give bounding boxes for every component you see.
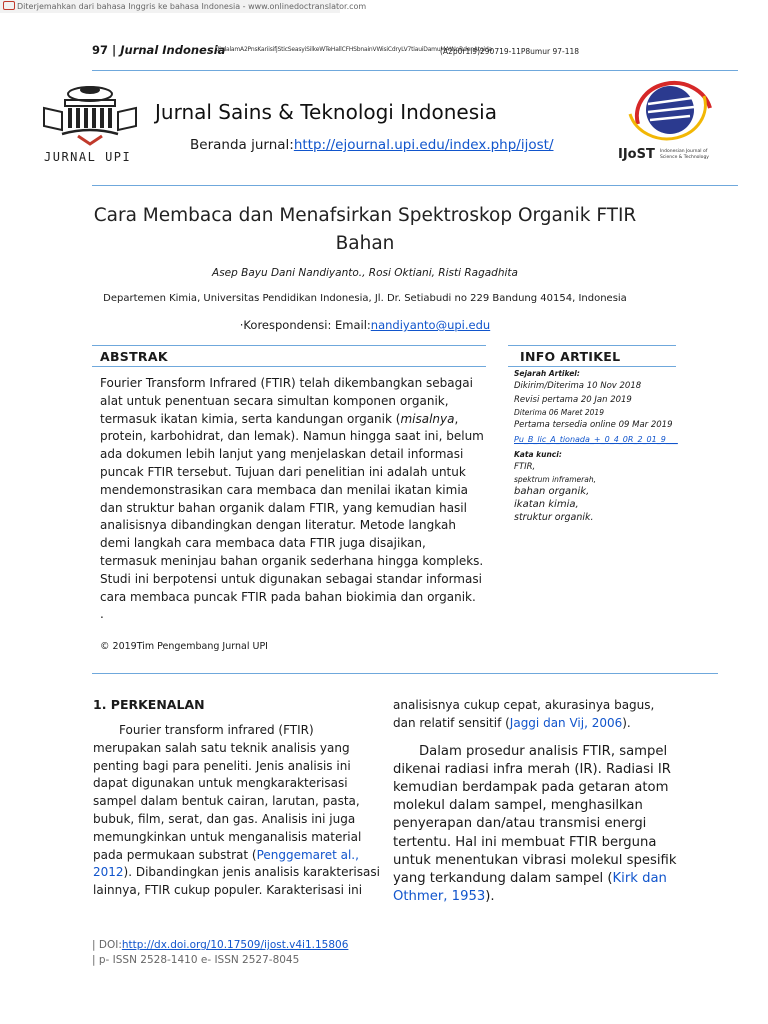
volume-info: (A2p0r1l9)290719-11P8umur 97-118 [440, 47, 580, 56]
intro-p2-text: analisisnya cukup cepat, akurasinya bagus, dan relatif sensitif ( [393, 698, 655, 730]
accepted-date: Diterima 06 Maret 2019 [514, 408, 604, 418]
copyright: © 2019Tim Pengembang Jurnal UPI [100, 641, 268, 652]
abstract-dot: . [100, 607, 104, 622]
doi-label: | DOI: [92, 939, 122, 951]
keyword-item: spektrum inframerah, [514, 475, 596, 485]
running-header: 97 | Jurnal Indonesia [92, 43, 226, 57]
article-info [514, 368, 679, 525]
correspondence-label: ·Korespondensi: Email: [239, 318, 371, 332]
translator-notice[interactable] [0, 0, 367, 13]
jurnal-upi-logo-text: JURNAL UPI [44, 150, 132, 164]
ijost-globe-icon [618, 74, 722, 144]
intro-paragraph-3 [393, 743, 678, 907]
intro-paragraph-2 [393, 697, 678, 733]
ijost-logo-sub [660, 149, 709, 160]
issn-line: | p- ISSN 2528-1410 e- ISSN 2527-8045 [92, 954, 300, 966]
page-number: 97 [92, 43, 109, 57]
jurnal-upi-logo [38, 78, 142, 170]
doi-line [92, 938, 348, 953]
history-label: Sejarah Artikel: [514, 369, 580, 378]
correspondence [80, 318, 650, 332]
abstract-text-part1: Fourier Transform Infrared (FTIR) telah dikembangkan sebagai alat untuk penentuan secara simultan komponen organik, termasuk ikatan kimia, serta kandungan organik ( [100, 376, 473, 426]
ijost-logo-sub1: Indonesian Journal of [659, 149, 708, 154]
translator-notice-text: Diterjemahkan dari bahasa Inggris ke bahasa Indonesia - www.onlinedoctranslator.com [17, 2, 367, 11]
garbled-header-text: Ui dalamA2PnsKariisifjSticSeasyiSilkeWTeHallCFHSbnainVWisiCdryLV7tiauiDamuMAtNoRdenAtgirla [215, 46, 493, 53]
homepage-label: Beranda jurnal: [190, 137, 294, 153]
info-bottom-rule [508, 366, 676, 367]
intro-p3-end: ). [485, 889, 495, 905]
online-date: Pertama tersedia online 09 Mar 2019 [514, 420, 673, 431]
ijost-logo [618, 74, 722, 164]
homepage-link[interactable]: http://ejournal.upi.edu/index.php/ijost/ [293, 137, 554, 153]
keywords-label: Kata kunci: [514, 449, 562, 459]
header-divider [92, 70, 738, 71]
masthead-divider [92, 185, 738, 186]
journal-title: Jurnal Sains & Teknologi Indonesia [155, 100, 497, 124]
keyword-item: FTIR, [514, 461, 536, 472]
keyword-item: struktur organik. [514, 512, 594, 524]
body-divider [92, 673, 718, 674]
abstract-text-italic: misalnya [400, 411, 455, 426]
revised-date: Revisi pertama 20 Jan 2019 [514, 395, 632, 406]
abstract-text-part2: , protein, karbohidrat, dan lemak). Namun hingga saat ini, belum ada dokumen lebih lanjut yang menjelaskan detail informasi puncak FTIR tersebut. Tujuan dari penelitian ini adalah untuk mendemonstrasikan cara membaca dan menilai ikatan kimia dan struktur bahan organik dalam FTIR, yang kemudian hasil analisisnya dibandingkan dengan literatur. Metode langkah demi langkah cara membaca data FTIR juga disajikan, termasuk meninjau bahan organik sederhana hingga kompleks. Studi ini berpotensi untuk digunakan sebagai standar informasi cara membaca puncak FTIR pada bahan biokimia dan organik. [100, 411, 484, 604]
keyword-item: bahan organik, [514, 486, 590, 498]
citation-link[interactable]: Penggemaret al., 2012 [93, 847, 359, 880]
article-info-heading: INFO ARTIKEL [520, 349, 621, 364]
keyword-item: ikatan kimia, [514, 499, 579, 511]
publication-date[interactable]: Pu_B_lic_A_tionada_+_0_4_0R_2_01_9___ [514, 434, 678, 444]
intro-p1-text-2: ). Dibandingkan jenis analisis karakterisasi lainnya, FTIR cukup populer. Karakterisasi ini [93, 865, 380, 898]
received-date: Dikirim/Diterima 10 Nov 2018 [514, 381, 642, 391]
ijost-logo-caption [618, 144, 709, 163]
page-footer [92, 938, 348, 968]
doi-link[interactable]: http://dx.doi.org/10.17509/ijost.v4i1.15806 [121, 939, 349, 951]
paper-affiliation: Departemen Kimia, Universitas Pendidikan Indonesia, Jl. Dr. Setiabudi no 229 Bandung 40154, Indonesia [103, 293, 627, 304]
info-top-rule [508, 345, 676, 346]
intro-column-left [93, 697, 383, 900]
paper-authors: Asep Bayu Dani Nandiyanto., Rosi Oktiani, Risti Ragadhita [212, 267, 518, 279]
journal-short-name: Jurnal Indonesia [120, 43, 226, 57]
abstract-text [100, 375, 485, 624]
correspondence-email-link[interactable]: nandiyanto@upi.edu [370, 318, 491, 332]
citation-link[interactable]: Kirk dan Othmer, 1953 [393, 871, 667, 905]
intro-paragraph-1 [93, 722, 383, 900]
abstract-heading: ABSTRAK [100, 349, 168, 364]
intro-heading: 1. PERKENALAN [93, 697, 205, 712]
intro-p1-text: Fourier transform infrared (FTIR) merupakan salah satu teknik analisis yang penting bagi para peneliti. Jenis analisis ini dapat digunakan untuk mengkarakterisasi sampel dalam bentuk cairan, larutan, pasta, bubuk, film, serat, dan gas. Analisis ini juga memungkinkan untuk menganalisis material pada permukaan substrat ( [93, 723, 362, 862]
intro-p3-text: Dalam prosedur analisis FTIR, sampel dikenai radiasi infra merah (IR). Radiasi IR kemudian berdampak pada getaran atom molekul dalam sampel, menghasilkan penyerapan dan/atau transmisi energi tertentu. Hal ini membuat FTIR berguna untuk menentukan vibrasi molekul spesifik yang terkandung dalam sampel ( [393, 743, 677, 887]
abstract-bottom-rule [92, 366, 486, 367]
ijost-logo-sub2: Science & Technology [659, 154, 709, 160]
intro-p2-end: ). [622, 715, 631, 730]
journal-homepage [190, 137, 554, 153]
abstract-top-rule [92, 345, 486, 346]
intro-column-right [393, 697, 678, 906]
translator-icon [3, 1, 15, 10]
citation-link[interactable]: Jaggi dan Vij, 2006 [509, 715, 623, 730]
paper-title: Cara Membaca dan Menafsirkan Spektroskop Organik FTIR Bahan [93, 205, 637, 254]
ijost-logo-text: IJoST [618, 147, 655, 162]
